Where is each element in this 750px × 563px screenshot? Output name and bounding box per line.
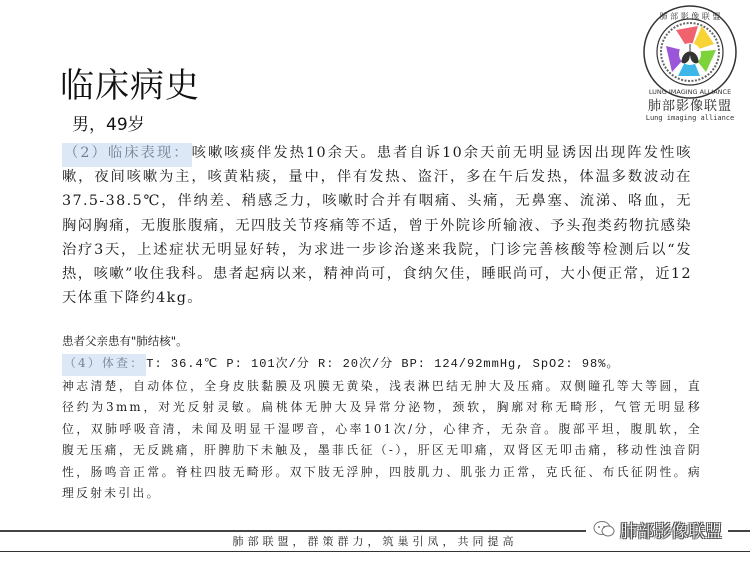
wechat-icon xyxy=(592,519,616,539)
vital-signs: T: 36.4℃ P: 101次/分 R: 20次/分 BP: 124/92mmHg, SpO2: 98%。 xyxy=(146,357,620,371)
logo-name-cn: 肺部影像联盟 xyxy=(647,99,732,114)
physical-exam-text: 神志清楚，自动体位，全身皮肤黏膜及巩膜无黄染，浅表淋巴结无肿大及压痛。双侧瞳孔等大等圆，直径约为3mm，对光反射灵敏。扁桃体无肿大及异常分泌物，颈软，胸廓对称无畸形，气管无明显移位，双肺呼吸音清，未闻及明显干湿啰音，心率101次/分，心律齐，无杂音。腹部平坦，腹肌软，全腹无压痛，无反跳痛，肝脾肋下未触及，墨菲氏征（-），肝区无叩痛，双肾区无叩击痛，移动性浊音阴性，肠鸣音正常。脊柱四肢无畸形。双下肢无浮肿，四肢肌力、肌张力正常，克氏征、布氏征阴性。病理反射未引出。 xyxy=(62,378,702,500)
clinical-presentation-label: （2）临床表现： xyxy=(62,143,192,167)
footer-slogan: 肺部联盟，群策群力，筑巢引凤，共同提高 xyxy=(232,535,518,548)
logo-name-en: Lung imaging alliance xyxy=(645,114,735,122)
svg-text:LUNG IMAGING ALLIANCE: LUNG IMAGING ALLIANCE xyxy=(648,88,732,96)
alliance-emblem-icon xyxy=(642,4,738,100)
lung-imaging-alliance-logo xyxy=(640,4,740,122)
svg-text:肺 部 影 像 联 盟: 肺 部 影 像 联 盟 xyxy=(659,12,721,21)
family-history: 患者父亲患有"肺结核"。 xyxy=(62,334,188,348)
clinical-presentation xyxy=(62,141,692,310)
watermark-text: 肺部影像联盟 xyxy=(620,521,722,542)
patient-info: 男，49岁 xyxy=(72,115,145,135)
wechat-watermark xyxy=(586,516,728,542)
footer-divider-bottom xyxy=(0,551,750,552)
clinical-presentation-text: 咳嗽咳痰伴发热10余天。患者自诉10余天前无明显诱因出现阵发性咳嗽，夜间咳嗽为主，咳黄粘痰，量中，伴有发热、盗汗，多在午后发热，体温多数波动在37.5-38.5℃，伴纳差、稍感乏力，咳嗽时合并有咽痛、头痛，无鼻塞、流涕、咯血，无胸闷胸痛，无腹胀腹痛，无四肢关节疼痛等不适，曾于外院诊所输液、予头孢类药物抗感染治疗3天，上述症状无明显好转，为求进一步诊治遂来我院，门诊完善核酸等检测后以“发热，咳嗽”收住我科。患者起病以来，精神尚可，食纳欠佳，睡眠尚可，大小便正常，近12天体重下降约4kg。 xyxy=(62,145,692,307)
physical-exam-label: （4）体查： xyxy=(62,354,146,376)
physical-exam xyxy=(62,353,702,505)
page-title: 临床病史 xyxy=(60,66,200,106)
